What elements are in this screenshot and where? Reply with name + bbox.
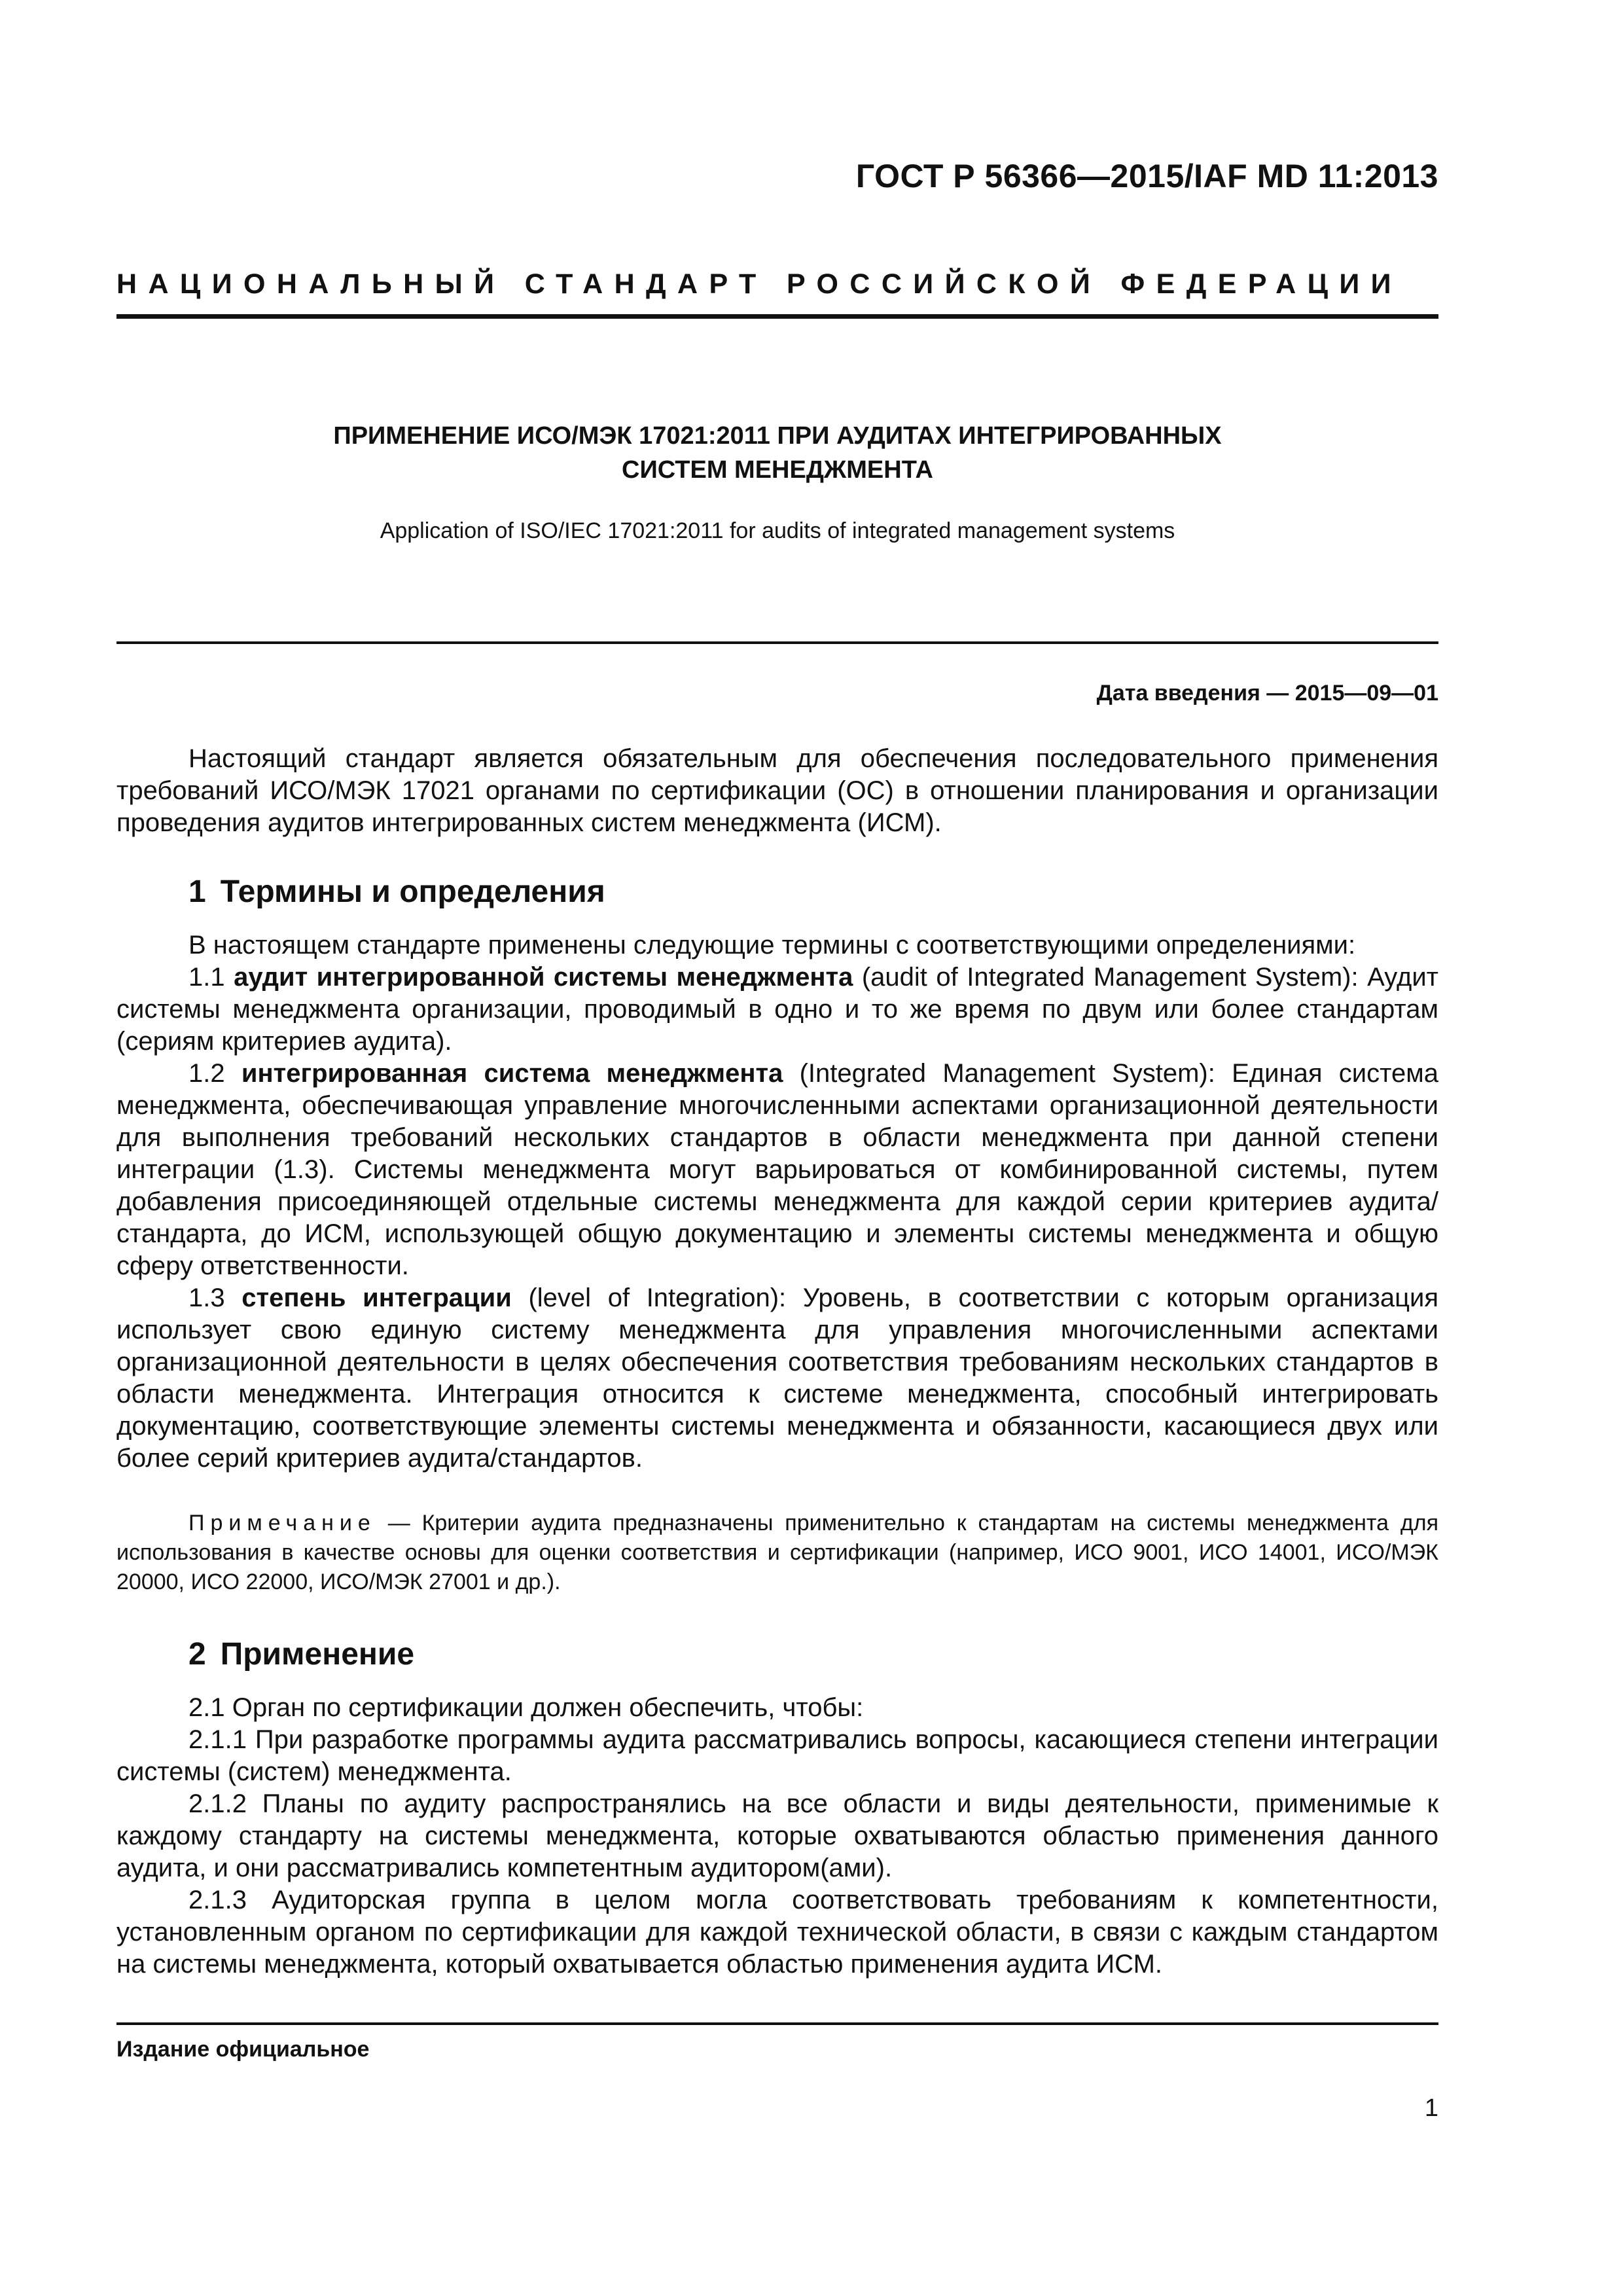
note-label: Примечание [188,1511,376,1535]
section-2-body [116,1692,1438,1981]
term-1-3 [116,1282,1438,1475]
section-1-number: 1 [188,874,206,909]
english-title: Application of ISO/IEC 17021:2011 for audits of integrated management systems [380,518,1175,543]
term-1-2 [116,1058,1438,1282]
term-1-1-title: аудит интегрированной системы менеджмента [234,963,853,992]
term-1-1 [116,961,1438,1058]
clause-2-1-3: 2.1.3 Аудиторская группа в целом могла соответствовать требованиям к компетентности, установленным органом по сертификации для каждой технической области, в связи с каждым стандартом на системы менеджмента, который охватывается областью применения аудита ИСМ. [116,1886,1438,1979]
document-title [116,419,1438,487]
clause-2-1-1: 2.1.1 При разработке программы аудита рассматривались вопросы, касающиеся степени интеграции системы (систем) менеджмента. [116,1725,1438,1786]
term-1-3-title: степень интеграции [241,1283,512,1312]
title-line-2: СИСТЕМ МЕНЕДЖМЕНТА [622,456,933,484]
section-2-number: 2 [188,1637,206,1672]
term-1-1-definition: (audit of Integrated Management System): Аудит системы менеджмента организации, проводимый в одно и то же время по двум или более стандартам (сериям критериев аудита). [116,963,1438,1056]
clause-2-1: 2.1 Орган по сертификации должен обеспечить, чтобы: [188,1693,864,1722]
section-2-title: Применение [220,1637,415,1672]
section-1-body [116,929,1438,1475]
section-1-lead: В настоящем стандарте применены следующие термины с соответствующими определениями: [188,931,1356,960]
intro-paragraph [116,743,1438,839]
page-number: 1 [1424,2094,1438,2122]
document-page [116,0,1438,2296]
clause-2-1-2: 2.1.2 Планы по аудиту распространялись на все области и виды деятельности, применимые к каждому стандарту на системы менеджмента, которые охватываются областью применения данного аудита, и они рассматривались компетентным аудитором(ами). [116,1789,1438,1882]
term-1-3-number: 1.3 [188,1283,225,1312]
term-1-2-title: интегрированная система менеджмента [241,1059,783,1088]
document-code: ГОСТ Р 56366—2015/IAF MD 11:2013 [855,158,1438,194]
official-edition-label: Издание официальное [116,2037,370,2062]
section-1-title: Термины и определения [220,874,605,909]
effective-date: Дата введения — 2015—09—01 [1096,681,1438,706]
term-1-3-definition: (level of Integration): Уровень, в соответствии с которым организация использует свою единую систему менеджмента для управления многочисленными аспектами организационной деятельности в целях обеспечения соответствия требованиям нескольких стандартов в области менеджмента. Интеграция относится к системе менеджмента, способный интегрировать документацию, соответствующие элементы системы менеджмента и обязанности, касающиеся двух или более серий критериев аудита/стандартов. [116,1283,1438,1473]
note-paragraph [116,1509,1438,1597]
national-standard-heading: НАЦИОНАЛЬНЫЙ СТАНДАРТ РОССИЙСКОЙ ФЕДЕРАЦИИ [116,268,1402,300]
section-1-heading [188,874,605,910]
header-divider [116,314,1438,319]
footer-divider [116,2022,1438,2025]
term-1-1-number: 1.1 [188,963,225,992]
note-text: — Критерии аудита предназначены применительно к стандартам на системы менеджмента для использования в качестве основы для оценки соответствия и сертификации (например, ИСО 9001, ИСО 14001, ИСО/МЭК 20000, ИСО 22000, ИСО/МЭК 27001 и др.). [116,1511,1438,1594]
intro-text: Настоящий стандарт является обязательным для обеспечения последовательного применения требований ИСО/МЭК 17021 органами по сертификации (ОС) в отношении планирования и организации проведения аудитов интегрированных систем менеджмента (ИСМ). [116,744,1438,837]
section-2-heading [188,1636,414,1672]
title-line-1: ПРИМЕНЕНИЕ ИСО/МЭК 17021:2011 ПРИ АУДИТАХ ИНТЕГРИРОВАННЫХ [333,422,1222,450]
term-1-2-definition: (Integrated Management System): Единая система менеджмента, обеспечивающая управление многочисленными аспектами организационной деятельности для выполнения требований нескольких стандартов в области менеджмента при данной степени интеграции (1.3). Системы менеджмента могут варьироваться от комбинированной системы, путем добавления присоединяющей отдельные системы менеджмента для каждой серии критериев аудита/стандарта, до ИСМ, использующей общую документацию и элементы системы менеджмента и общую сферу ответственности. [116,1059,1438,1280]
title-divider [116,641,1438,644]
term-1-2-number: 1.2 [188,1059,225,1088]
